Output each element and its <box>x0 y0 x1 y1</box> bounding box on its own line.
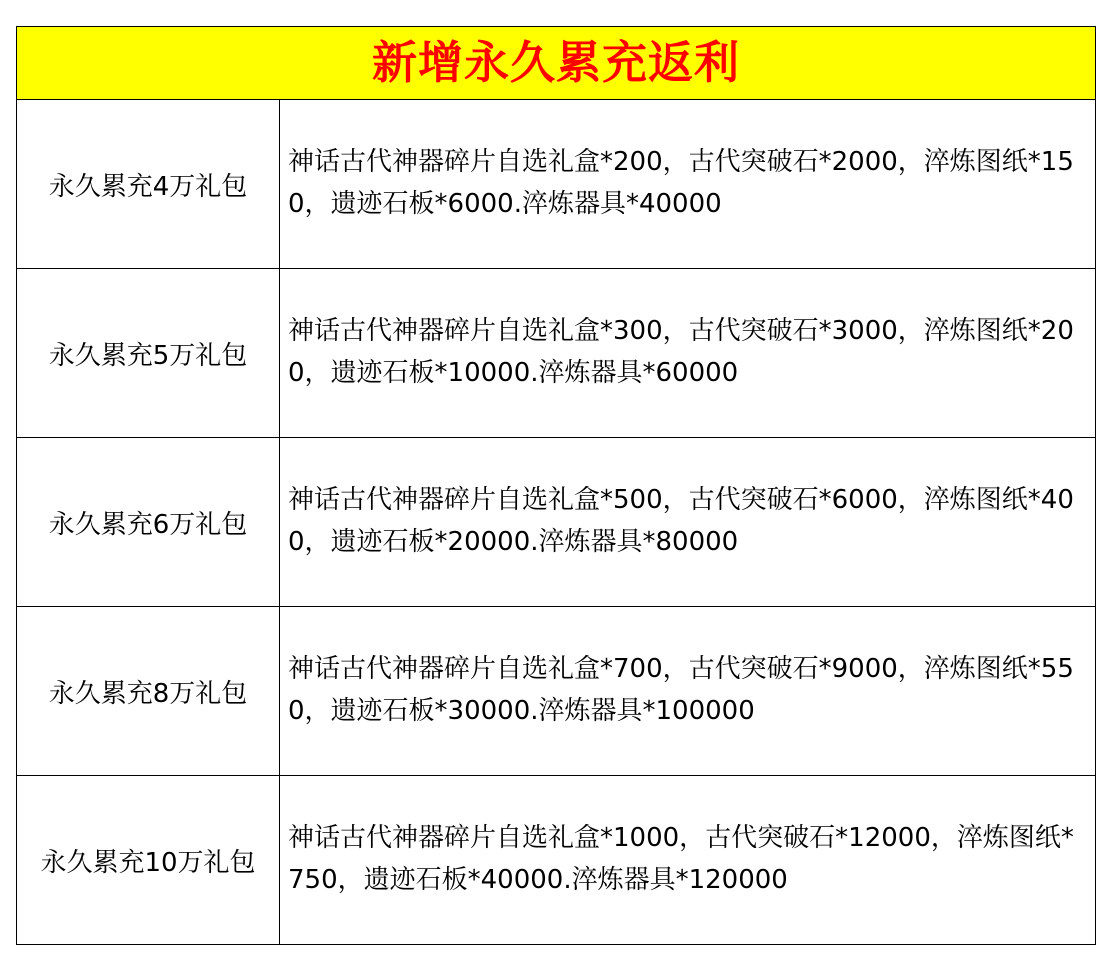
table-row <box>17 438 1096 607</box>
tier-label: 永久累充10万礼包 <box>17 776 280 945</box>
table-row <box>17 776 1096 945</box>
tier-label: 永久累充4万礼包 <box>17 100 280 269</box>
title-row <box>17 27 1096 100</box>
table-row <box>17 607 1096 776</box>
reward-description: 神话古代神器碎片自选礼盒*1000，古代突破石*12000，淬炼图纸*750，遗迹石板*40000.淬炼器具*120000 <box>280 776 1096 945</box>
table-row <box>17 100 1096 269</box>
table-title: 新增永久累充返利 <box>17 27 1096 100</box>
reward-description: 神话古代神器碎片自选礼盒*500，古代突破石*6000，淬炼图纸*400，遗迹石板*20000.淬炼器具*80000 <box>280 438 1096 607</box>
reward-description: 神话古代神器碎片自选礼盒*700，古代突破石*9000，淬炼图纸*550，遗迹石板*30000.淬炼器具*100000 <box>280 607 1096 776</box>
reward-description: 神话古代神器碎片自选礼盒*200，古代突破石*2000，淬炼图纸*150，遗迹石板*6000.淬炼器具*40000 <box>280 100 1096 269</box>
rebate-table <box>16 26 1096 945</box>
tier-label: 永久累充8万礼包 <box>17 607 280 776</box>
tier-label: 永久累充5万礼包 <box>17 269 280 438</box>
reward-description: 神话古代神器碎片自选礼盒*300，古代突破石*3000，淬炼图纸*200，遗迹石板*10000.淬炼器具*60000 <box>280 269 1096 438</box>
tier-label: 永久累充6万礼包 <box>17 438 280 607</box>
table-row <box>17 269 1096 438</box>
